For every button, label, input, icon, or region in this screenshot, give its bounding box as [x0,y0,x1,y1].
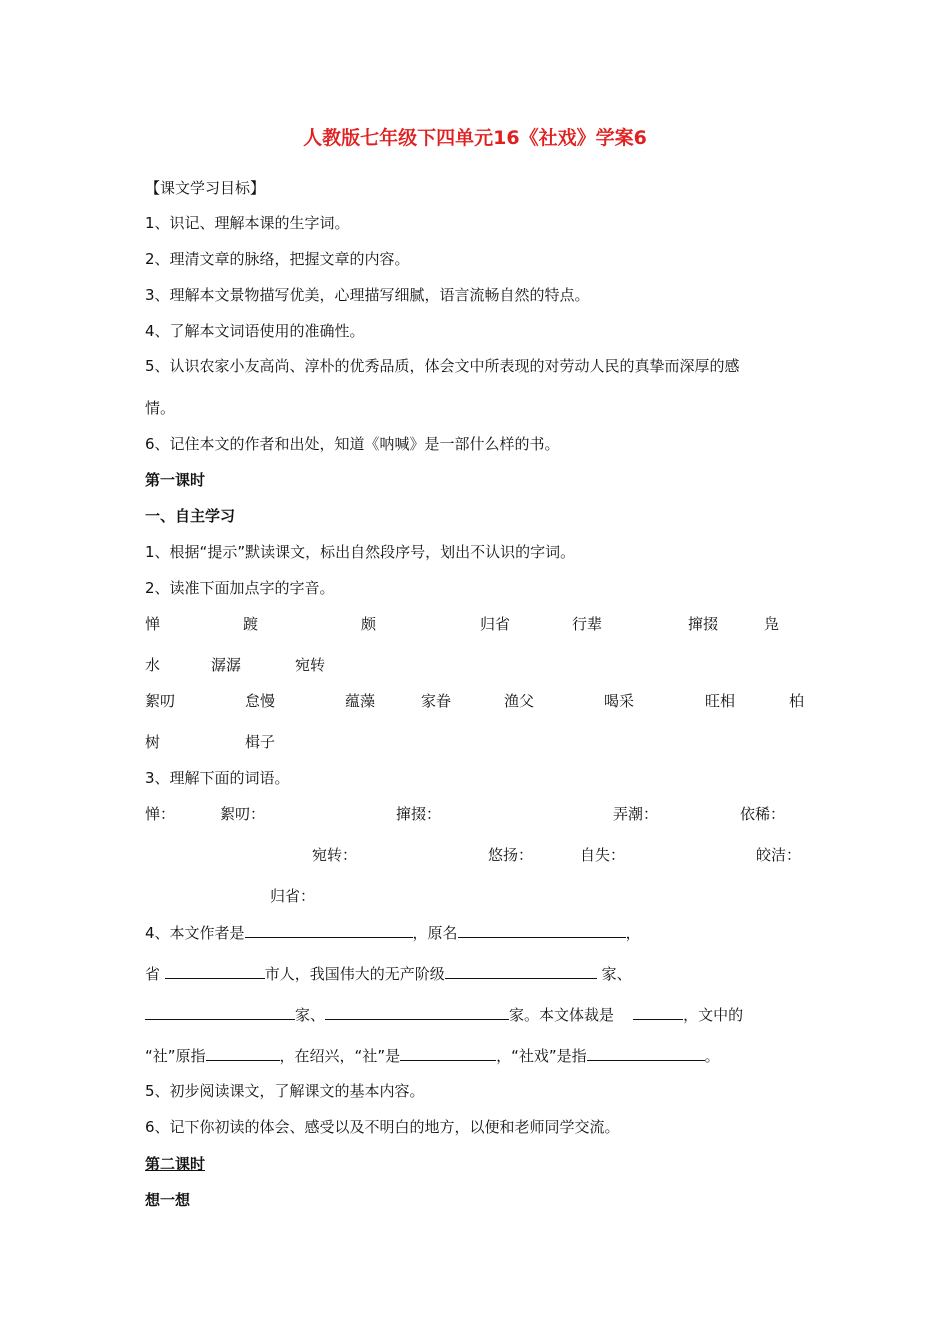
char-item: 水 [145,656,161,674]
char-item: 惮 [145,615,161,633]
blank-original-name[interactable] [458,922,626,938]
char-item: 絮叨 [145,692,176,710]
task-4-line-2 [145,963,632,984]
char-item: 颇 [361,615,377,633]
term-item: 撺掇： [396,805,442,823]
goal-item: 3、理解本文景物描写优美，心理描写细腻，语言流畅自然的特点。 [145,286,590,304]
task-4-text: 家、 [295,1006,326,1024]
term-item: 絮叨： [220,805,266,823]
char-item: 宛转 [295,656,326,674]
goal-item: 6、记住本文的作者和出处，知道《呐喊》是一部什么样的书。 [145,435,560,453]
goal-item: 1、识记、理解本课的生字词。 [145,214,350,232]
blank-she-meaning[interactable] [206,1045,280,1061]
lesson-one-heading: 第一课时 [145,471,206,489]
char-item: 蕴藻 [345,692,376,710]
task-4-text: 省 [145,965,161,983]
char-item: 踱 [243,615,259,633]
char-item: 家眷 [421,692,452,710]
term-item: 归省： [270,887,316,905]
char-item: 喝采 [604,692,635,710]
term-item: 依稀： [740,805,786,823]
task-3: 3、理解下面的词语。 [145,769,290,787]
blank-role-3[interactable] [325,1004,509,1020]
task-4-text: ，在绍兴，“社”是 [279,1047,401,1065]
char-item: 撺掇 [688,615,719,633]
char-item: 怠慢 [245,692,276,710]
blank-role-2[interactable] [145,1004,295,1020]
task-6: 6、记下你初读的体会、感受以及不明白的地方，以便和老师同学交流。 [145,1118,620,1136]
task-4-text: 。 [704,1047,720,1065]
task-4-line-3 [145,1004,743,1025]
char-item: 归省 [480,615,511,633]
blank-she-shaoxing[interactable] [400,1045,496,1061]
task-4-line-1 [145,922,641,943]
char-item: 行辈 [572,615,603,633]
blank-author[interactable] [245,922,413,938]
blank-genre[interactable] [633,1004,683,1020]
think-heading: 想一想 [145,1191,191,1209]
blank-province[interactable] [165,963,265,979]
char-item: 渔父 [504,692,535,710]
blank-role-1[interactable] [445,963,597,979]
char-item: 旺相 [705,692,736,710]
term-item: 自失： [580,846,626,864]
term-item: 惮： [145,805,176,823]
task-4-text: 家。本文体裁是 [509,1006,615,1024]
blank-she-xi[interactable] [587,1045,705,1061]
task-2: 2、读准下面加点字的字音。 [145,579,335,597]
goal-item: 情。 [145,399,176,417]
term-item: 弄潮： [613,805,659,823]
task-4-text: ，原名 [412,924,458,942]
task-4-text: 家、 [601,965,632,983]
char-item: 楫子 [245,733,276,751]
term-item: 皎洁： [756,846,802,864]
document-title: 人教版七年级下四单元16《社戏》学案6 [303,127,647,149]
task-4-text: “社”原指 [145,1047,206,1065]
task-4-text: 市人，我国伟大的无产阶级 [264,965,445,983]
section-self-study-heading: 一、自主学习 [145,507,236,525]
char-item: 潺潺 [211,656,242,674]
goal-item: 5、认识农家小友高尚、淳朴的优秀品质，体会文中所表现的对劳动人民的真挚而深厚的感 [145,357,740,375]
term-item: 悠扬： [488,846,534,864]
goal-item: 2、理清文章的脉络，把握文章的内容。 [145,250,410,268]
goals-header: 【课文学习目标】 [145,179,266,197]
char-item: 柏 [789,692,805,710]
goal-item: 4、了解本文词语使用的准确性。 [145,322,365,340]
task-4-text: 4、本文作者是 [145,924,245,942]
task-1: 1、根据“提示”默读课文，标出自然段序号，划出不认识的字词。 [145,543,576,561]
task-4-text: ， [625,924,641,942]
task-4-line-4 [145,1045,720,1066]
task-5: 5、初步阅读课文，了解课文的基本内容。 [145,1082,425,1100]
lesson-two-heading: 第二课时 [145,1155,206,1173]
task-4-text: ，文中的 [683,1006,744,1024]
term-item: 宛转： [312,846,358,864]
char-item: 凫 [764,615,780,633]
char-item: 树 [145,733,161,751]
task-4-text: ，“社戏”是指 [496,1047,587,1065]
